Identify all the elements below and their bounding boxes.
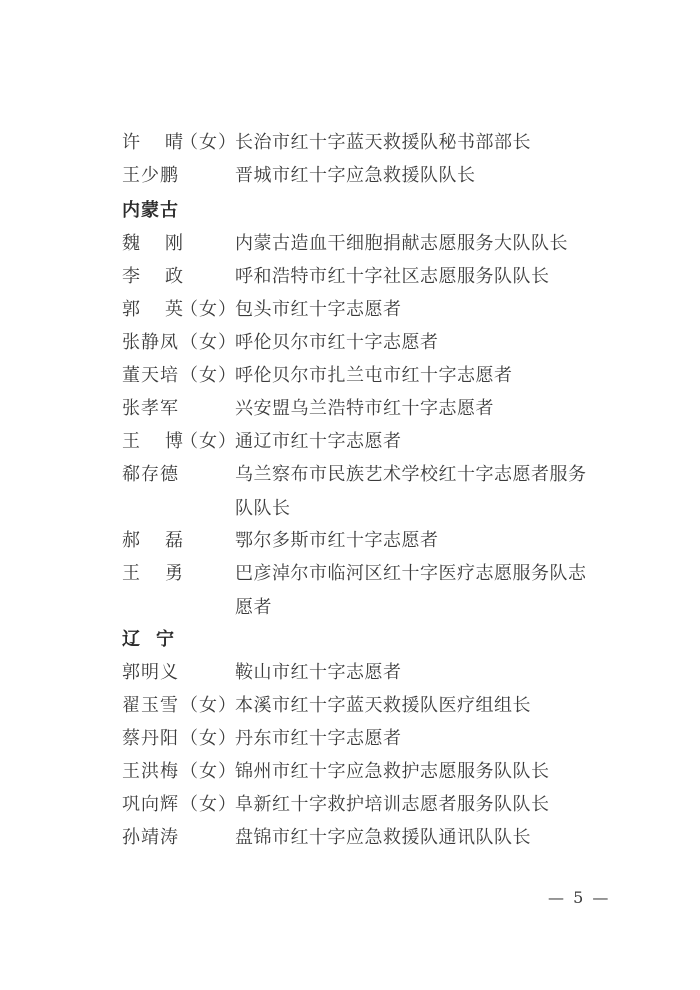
gender-note: （女） (180, 728, 237, 749)
role-description: 丹东市红十字志愿者 (235, 728, 402, 749)
person-name (122, 233, 183, 254)
gender-note: （女） (180, 132, 237, 153)
role-description: 兴安盟乌兰浩特市红十字志愿者 (235, 398, 494, 419)
gender-note: （女） (180, 299, 237, 320)
name-char: 魏 (122, 233, 140, 254)
gender-note: （女） (180, 794, 237, 815)
role-line: 巴彦淖尔市临河区红十字医疗志愿服务队志 (235, 563, 587, 584)
region-heading: 内蒙古 (122, 200, 179, 221)
person-name (122, 266, 183, 287)
person-name: 王少鹏 (122, 165, 179, 186)
name-char: 王 (122, 563, 140, 584)
gender-note: （女） (180, 332, 237, 353)
name-char: 许 (122, 132, 140, 153)
person-name (122, 530, 183, 551)
role-description: 呼伦贝尔市红十字志愿者 (235, 332, 439, 353)
role-description: 阜新红十字救护培训志愿者服务队队长 (235, 794, 550, 815)
name-char: 刚 (165, 233, 183, 254)
person-name (122, 563, 183, 584)
person-name: 张静凤 (122, 332, 179, 353)
name-char: 政 (165, 266, 183, 287)
role-description: 本溪市红十字蓝天救援队医疗组组长 (235, 695, 531, 716)
name-char: 郝 (122, 530, 140, 551)
role-description: 长治市红十字蓝天救援队秘书部部长 (235, 132, 531, 153)
role-description: 通辽市红十字志愿者 (235, 431, 402, 452)
role-description: 内蒙古造血干细胞捐献志愿服务大队队长 (235, 233, 568, 254)
name-char: 博 (165, 431, 183, 452)
name-char: 郭 (122, 299, 140, 320)
person-name: 翟玉雪 (122, 695, 179, 716)
role-description (235, 564, 615, 618)
role-description: 呼和浩特市红十字社区志愿服务队队长 (235, 266, 550, 287)
role-description: 鄂尔多斯市红十字志愿者 (235, 530, 439, 551)
page-number: — 5 — (548, 888, 611, 907)
region-heading (122, 629, 175, 650)
name-char: 晴 (165, 132, 183, 153)
role-description: 锦州市红十字应急救护志愿服务队队长 (235, 761, 550, 782)
role-description: 鞍山市红十字志愿者 (235, 662, 402, 683)
person-name: 孙靖涛 (122, 827, 179, 848)
role-description: 呼伦贝尔市扎兰屯市红十字志愿者 (235, 365, 513, 386)
person-name: 董天培 (122, 365, 179, 386)
region-char: 辽 (122, 629, 141, 650)
name-char: 勇 (165, 563, 183, 584)
role-description: 盘锦市红十字应急救援队通讯队队长 (235, 827, 531, 848)
person-name: 巩向辉 (122, 794, 179, 815)
role-description (235, 465, 615, 519)
role-line: 愿者 (235, 597, 272, 618)
person-name: 郗存德 (122, 464, 179, 485)
gender-note: （女） (180, 365, 237, 386)
role-description: 晋城市红十字应急救援队队长 (235, 165, 476, 186)
role-line: 乌兰察布市民族艺术学校红十字志愿者服务 (235, 464, 587, 485)
name-char: 李 (122, 266, 140, 287)
role-description: 包头市红十字志愿者 (235, 299, 402, 320)
gender-note: （女） (180, 431, 237, 452)
person-name: 蔡丹阳 (122, 728, 179, 749)
person-name (122, 132, 183, 153)
person-name (122, 431, 183, 452)
person-name (122, 299, 183, 320)
person-name: 王洪梅 (122, 761, 179, 782)
name-char: 英 (165, 299, 183, 320)
name-char: 磊 (165, 530, 183, 551)
gender-note: （女） (180, 695, 237, 716)
region-char: 宁 (156, 629, 175, 650)
name-char: 王 (122, 431, 140, 452)
person-name: 郭明义 (122, 662, 179, 683)
gender-note: （女） (180, 761, 237, 782)
person-name: 张孝军 (122, 398, 179, 419)
role-line: 队队长 (235, 498, 291, 519)
